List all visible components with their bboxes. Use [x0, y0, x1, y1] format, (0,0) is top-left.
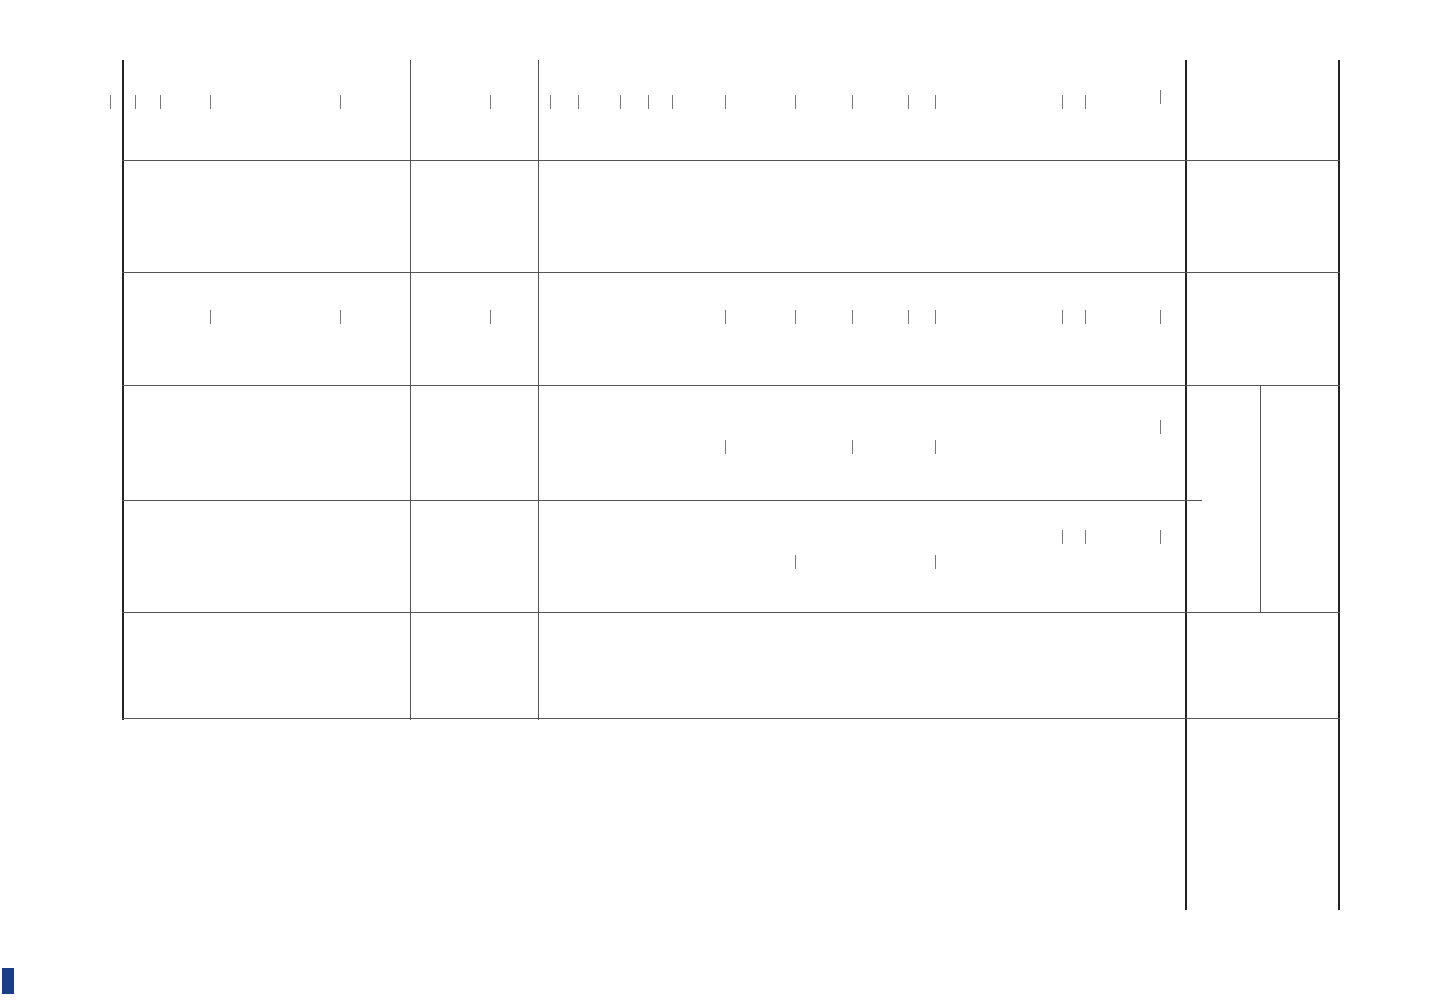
cell-mark [1085, 530, 1086, 544]
cell-mark [648, 95, 649, 109]
cell-mark [908, 310, 909, 324]
cell-mark [135, 95, 136, 109]
col-sep-5 [122, 612, 1340, 613]
cell-mark [620, 95, 621, 109]
cell-mark [210, 310, 211, 324]
cell-mark [725, 310, 726, 324]
cell-mark [935, 555, 936, 569]
cell-mark [852, 310, 853, 324]
cell-mark [935, 95, 936, 109]
cell-mark [935, 310, 936, 324]
col-sep-6 [122, 718, 1340, 719]
cell-mark [852, 440, 853, 454]
cell-mark [1062, 95, 1063, 109]
cell-mark [935, 440, 936, 454]
cell-mark [908, 95, 909, 109]
cell-mark [340, 95, 341, 109]
cell-mark [852, 95, 853, 109]
col-sep-3 [122, 385, 1340, 386]
cell-mark [795, 95, 796, 109]
cell-mark [672, 95, 673, 109]
cell-mark [490, 95, 491, 109]
cell-mark [1062, 530, 1063, 544]
group-sep-1 [538, 60, 539, 720]
cell-mark [340, 310, 341, 324]
cell-mark [160, 95, 161, 109]
cell-mark [210, 95, 211, 109]
table-bottom-rule [122, 60, 124, 720]
cell-mark [1062, 310, 1063, 324]
col-sep-2 [122, 272, 1340, 273]
cell-mark [795, 310, 796, 324]
table-top-rule [1338, 60, 1340, 910]
subheader-rule [1260, 385, 1261, 612]
col-sep-4 [122, 500, 1202, 501]
cell-mark [725, 95, 726, 109]
cell-mark [725, 440, 726, 454]
cell-mark [110, 95, 111, 109]
group-sep-2 [410, 60, 411, 720]
cell-mark [1160, 90, 1161, 104]
cell-mark [1085, 310, 1086, 324]
table-header-rule [1185, 60, 1187, 910]
cell-mark [578, 95, 579, 109]
cell-mark [1160, 420, 1161, 434]
col-sep-1 [122, 160, 1340, 161]
cell-mark [1160, 310, 1161, 324]
cell-mark [550, 95, 551, 109]
cell-mark [1160, 530, 1161, 544]
cell-mark [490, 310, 491, 324]
cell-mark [795, 555, 796, 569]
dfg-logo [2, 968, 14, 994]
cell-mark [1085, 95, 1086, 109]
